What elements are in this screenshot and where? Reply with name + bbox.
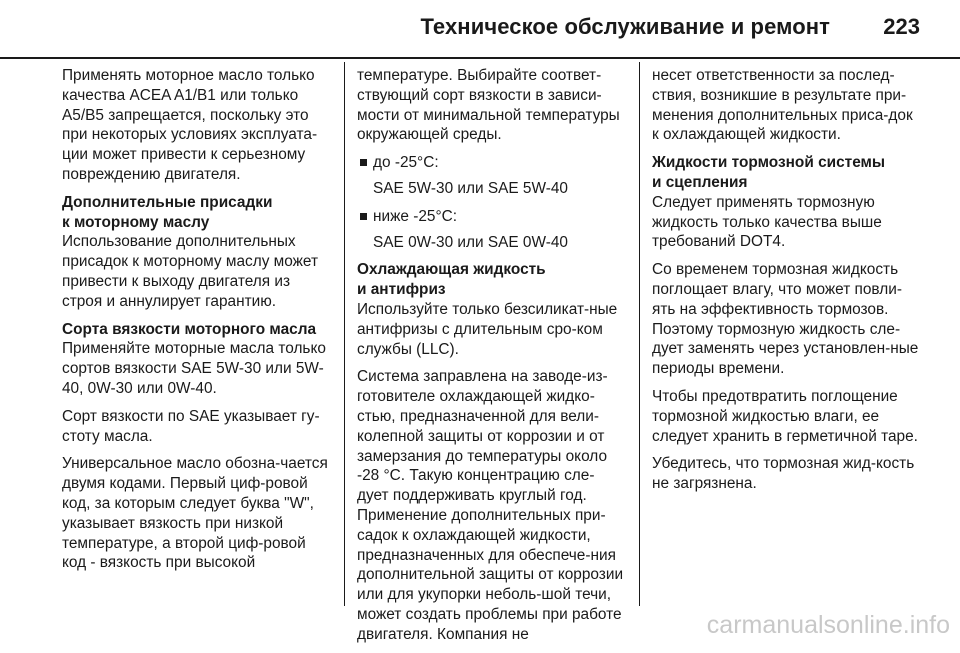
heading-oil-additives: [62, 193, 330, 233]
paragraph-moisture: Со временем тормозная жидкость поглощает влагу, что может повли-ять на эффективность тормозов. Поэтому тормозную жидкость сле-дует заменять через установлен-ные периоды времени.: [652, 261, 919, 378]
bullet-value: SAE 0W-30 или SAE 0W-40: [373, 233, 568, 251]
heading-line: Дополнительные присадки: [62, 193, 273, 211]
heading-line: Жидкости тормозной системы: [652, 154, 886, 172]
paragraph-dot4: Следует применять тормозную жидкость только качества выше требований DOT4.: [652, 193, 882, 251]
paragraph-contamination: Убедитесь, что тормозная жид-кость не загрязнена.: [652, 455, 915, 493]
column-1: [62, 66, 330, 581]
paragraph-sae: Сорт вязкости по SAE указывает гу-стоту масла.: [62, 407, 320, 445]
paragraph-oil-quality: Применять моторное масло только качества ACEA A1/B1 или только A5/B5 запрещается, поскольку это при некоторых условиях эксплуата-ции может привести к серьезному повреждению двигателя.: [62, 67, 318, 183]
page-header: [0, 0, 960, 62]
column-3: [652, 66, 920, 502]
paragraph-storage: Чтобы предотвратить поглощение тормозной жидкостью влаги, ее следует хранить в герметичной таре.: [652, 387, 918, 445]
heading-line: и сцепления: [652, 173, 748, 191]
column-2: [357, 66, 625, 653]
bullet-item: ниже -25°C:: [357, 207, 625, 227]
page-number: 223: [883, 14, 920, 39]
heading-line: к моторному маслу: [62, 213, 210, 231]
section-title: Техническое обслуживание и ремонт: [420, 14, 830, 39]
column-divider-2: [639, 62, 640, 606]
header-rule: [0, 57, 960, 59]
heading-line: и антифриз: [357, 281, 446, 299]
bullet-item: до -25°C:: [357, 153, 625, 173]
heading-viscosity-grades: Сорта вязкости моторного масла: [62, 320, 317, 338]
watermark: carmanualsonline.info: [706, 611, 950, 639]
paragraph-viscosity: Применяйте моторные масла только сортов вязкости SAE 5W-30 или 5W-40, 0W-30 или 0W-40.: [62, 340, 326, 397]
heading-line: Охлаждающая жидкость: [357, 261, 546, 279]
bullet-value: SAE 5W-30 или SAE 5W-40: [373, 179, 568, 197]
paragraph-multigrade: Универсальное масло обозна-чается двумя кодами. Первый циф-ровой код, за которым следует буква "W", указывает вязкость при низкой температуре, а второй циф-ровой код - вязкость при высокой: [62, 455, 328, 572]
heading-coolant: [357, 260, 625, 300]
paragraph-temperature: температуре. Выбирайте соответ-ствующий сорт вязкости в зависи-мости от минимальной температуры окружающей среды.: [357, 67, 620, 144]
paragraph-coolant-system: Система заправлена на заводе-из-готовителе охлаждающей жидко-стью, предназначенной для вели-колепной защиты от коррозии и от замерзания до температуры около -28 °C. Такую концентрацию сле-дует поддерживать круглый год. Применение дополнительных при-садок к охлаждающей жидкости, предназначенных для обеспече-ния дополнительной защиты от коррозии или для укупорки неболь-шой течи, может создать проблемы при работе двигателя. Компания не: [357, 368, 624, 643]
heading-brake-fluid: [652, 153, 920, 193]
paragraph-antifreeze: Используйте только безсиликат-ные антифризы с длительным сро-ком службы (LLC).: [357, 300, 618, 358]
paragraph-additives: Использование дополнительных присадок к моторному маслу может привести к выходу двигателя из строя и аннулирует гарантию.: [62, 233, 319, 310]
paragraph-responsibility: несет ответственности за послед-ствия, возникшие в результате при-менения дополнительных приса-док к охлаждающей жидкости.: [652, 67, 913, 144]
column-divider-1: [344, 62, 345, 606]
